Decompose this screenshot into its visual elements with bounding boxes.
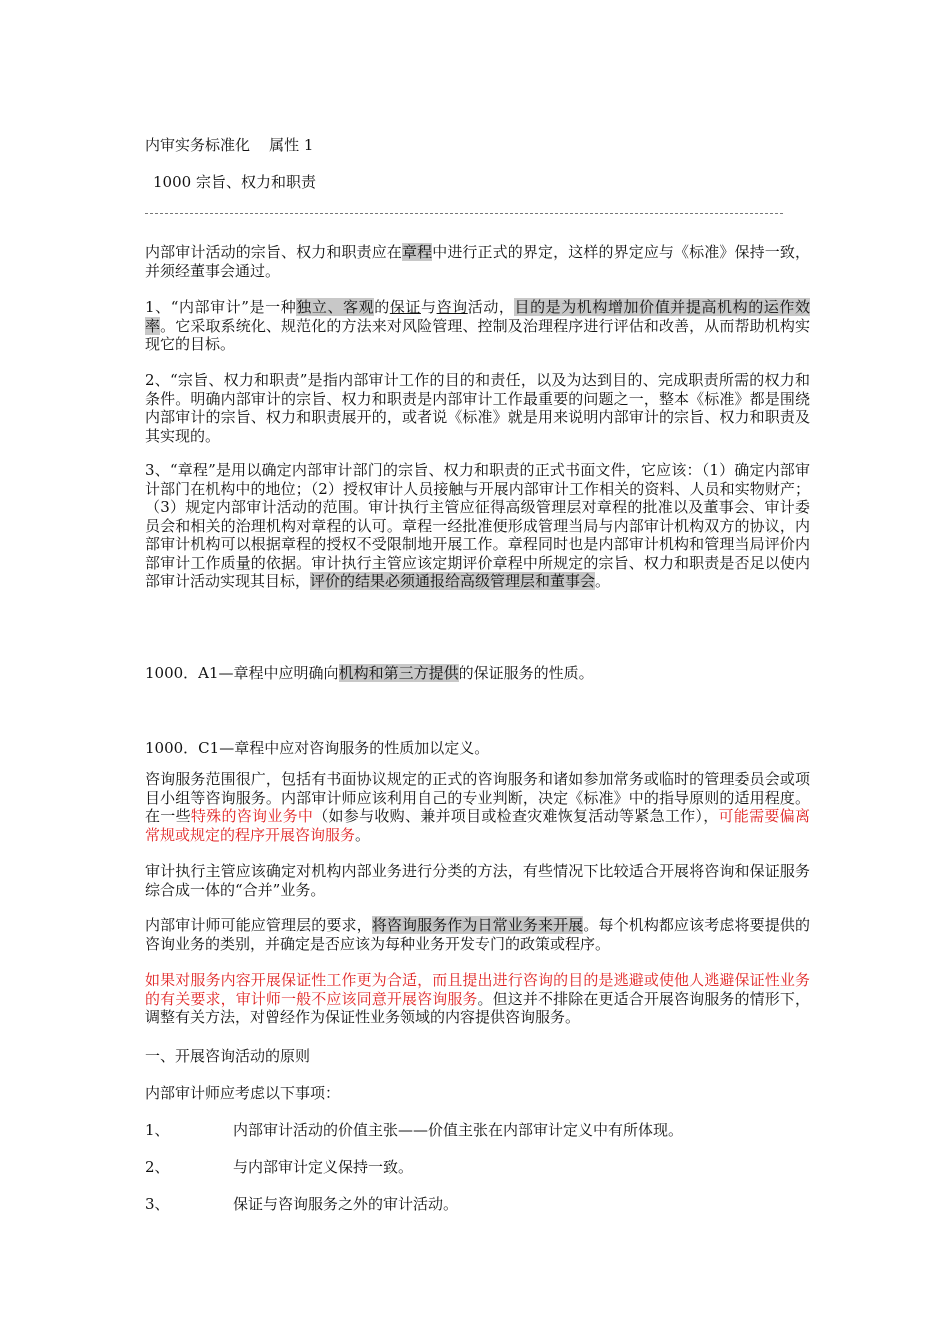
paragraph-5: 审计执行主管应该确定对机构内部业务进行分类的方法，有些情况下比较适合开展将咨询和保证服务综合成一体的“合并”业务。 bbox=[145, 862, 810, 899]
standard-1000-c1: 1000．C1—章程中应对咨询服务的性质加以定义。 bbox=[145, 739, 490, 757]
doc-attribute: 属性 1 bbox=[269, 136, 314, 154]
list-item-number: 1、 bbox=[145, 1121, 170, 1139]
section-heading: 1000 宗旨、权力和职责 bbox=[153, 173, 316, 191]
list-item bbox=[145, 1156, 810, 1176]
paragraph-2: 2、“宗旨、权力和职责”是指内部审计工作的目的和责任，以及为达到目的、完成职责所需的权力和条件。明确内部审计的宗旨、权力和职责是内部审计工作最重要的问题之一，整本《标准》都是围绕内部审计的宗旨、权力和职责展开的，或者说《标准》就是用来说明内部审计的宗旨、权力和职责及其实现的。 bbox=[145, 371, 810, 445]
red-avoid-assurance: 如果对服务内容开展保证性工作更为合适，而且提出进行咨询的目的是逃避或使他人逃避保证性业务的有关要求，审计师一般不应该同意开展咨询服务 bbox=[145, 971, 810, 1008]
underline-assurance: 保证 bbox=[389, 298, 421, 316]
doc-header bbox=[145, 134, 313, 155]
list-item-text: 内部审计活动的价值主张——价值主张在内部审计定义中有所体现。 bbox=[233, 1121, 684, 1139]
red-special-consulting: 特殊的咨询业务中 bbox=[190, 807, 314, 825]
paragraph-3: 3、“章程”是用以确定内部审计部门的宗旨、权力和职责的正式书面文件，它应该：（1）确定内部审计部门在机构中的地位；（2）授权审计人员接触与开展内部审计工作相关的资料、人员和实物财产；（3）规定内部审计活动的范围。审计执行主管应征得高级管理层对章程的批准以及董事会、审计委员会和相关的治理机构对章程的认可。章程一经批准便形成管理当局与内部审计机构双方的协议，内部审计机构可以根据章程的授权不受限制地开展工作。章程同时也是内部审计机构和管理当局评价内部审计工作质量的依据。审计执行主管应该定期评价章程中所规定的宗旨、权力和职责是否足以使内部审计活动实现其目标，评价的结果必须通报给高级管理层和董事会。 bbox=[145, 461, 810, 590]
list-item bbox=[145, 1119, 810, 1139]
underline-consulting: 咨询 bbox=[436, 298, 468, 316]
highlight-report-result: 评价的结果必须通报给高级管理层和董事会 bbox=[310, 572, 596, 590]
list-item-number: 2、 bbox=[145, 1158, 170, 1176]
highlight-independent: 独立、客观 bbox=[296, 298, 375, 316]
highlight-purpose: 目的是为机构增加价值并提高机构的运作效率 bbox=[145, 298, 810, 335]
doc-title: 内审实务标准化 bbox=[145, 136, 251, 154]
principles-heading: 一、开展咨询活动的原则 bbox=[145, 1047, 311, 1065]
highlight-third-party: 机构和第三方提供 bbox=[338, 664, 459, 682]
red-deviate-procedure: 可能需要偏离常规或规定的程序开展咨询服务 bbox=[145, 807, 810, 844]
paragraph-7: 如果对服务内容开展保证性工作更为合适，而且提出进行咨询的目的是逃避或使他人逃避保证性业务的有关要求，审计师一般不应该同意开展咨询服务。但这并不排除在更适合开展咨询服务的情形下，调整有关方法，对曾经作为保证性业务领域的内容提供咨询服务。 bbox=[145, 971, 810, 1026]
standard-1000-a1: 1000．A1—章程中应明确向机构和第三方提供的保证服务的性质。 bbox=[145, 664, 594, 682]
list-item-number: 3、 bbox=[145, 1195, 170, 1213]
list-item-text: 保证与咨询服务之外的审计活动。 bbox=[233, 1195, 459, 1213]
list-item bbox=[145, 1193, 810, 1213]
intro-paragraph: 内部审计活动的宗旨、权力和职责应在章程中进行正式的界定，这样的界定应与《标准》保持一致，并须经董事会通过。 bbox=[145, 243, 810, 280]
paragraph-6: 内部审计师可能应管理层的要求，将咨询服务作为日常业务来开展。每个机构都应该考虑将要提供的咨询业务的类别，并确定是否应该为每种业务开发专门的政策或程序。 bbox=[145, 916, 810, 953]
list-item-text: 与内部审计定义保持一致。 bbox=[233, 1158, 414, 1176]
paragraph-4: 咨询服务范围很广，包括有书面协议规定的正式的咨询服务和诸如参加常务或临时的管理委员会或项目小组等咨询服务。内部审计师应该利用自己的专业判断，决定《标准》中的指导原则的适用程度。在一些特殊的咨询业务中（如参与收购、兼并项目或检查灾难恢复活动等紧急工作），可能需要偏离常规或规定的程序开展咨询服务。 bbox=[145, 770, 810, 844]
consider-intro: 内部审计师应考虑以下事项： bbox=[145, 1084, 341, 1102]
highlight-charter: 章程 bbox=[401, 243, 433, 261]
highlight-daily-business: 将咨询服务作为日常业务来开展 bbox=[371, 916, 584, 934]
dashed-divider bbox=[145, 213, 783, 214]
paragraph-1: 1、“内部审计”是一种独立、客观的保证与咨询活动，目的是为机构增加价值并提高机构的运作效率。它采取系统化、规范化的方法来对风险管理、控制及治理程序进行评估和改善，从而帮助机构实现它的目标。 bbox=[145, 298, 810, 353]
